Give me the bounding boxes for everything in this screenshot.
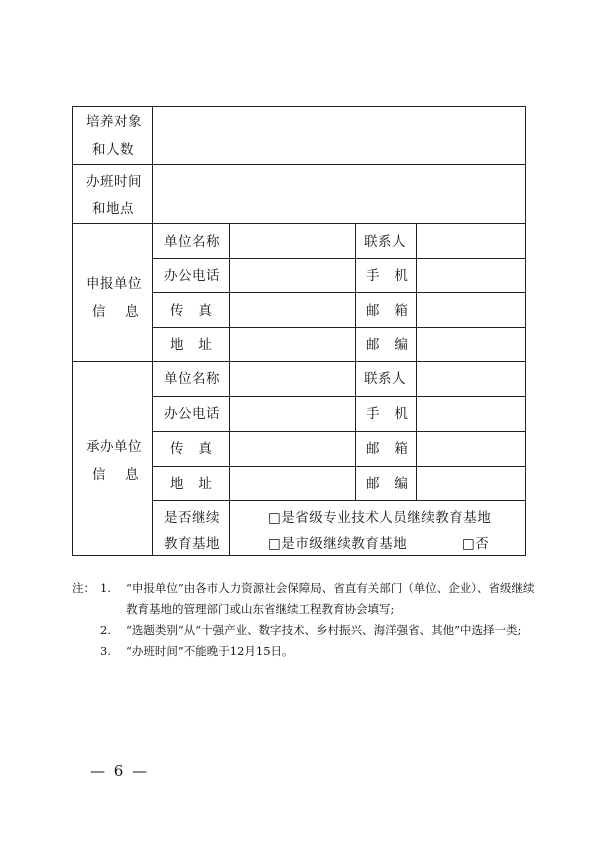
application-form-table [72, 106, 526, 556]
note-item [100, 620, 542, 641]
applicant-info-label-line1: 申报单位 [86, 276, 142, 292]
notes-prefix: 注： [72, 581, 95, 595]
note-number: 1. [100, 581, 111, 595]
organizer-office-phone-label: 办公电话 [164, 406, 220, 422]
note-text: “申报单位”由各市人力资源社会保障局、省直有关部门（单位、企业）、省级继续教育基地的管理部门或山东省继续工程教育协会填写; [126, 581, 535, 616]
option-city-base-checkbox[interactable]: □是市级继续教育基地 [268, 536, 408, 552]
class-time-label-line2: 和地点 [92, 201, 134, 217]
organizer-info-label-line2: 信 息 [92, 467, 140, 483]
applicant-unit-name-label: 单位名称 [164, 234, 220, 250]
class-time-value[interactable] [153, 165, 525, 223]
training-target-label-line1: 培养对象 [86, 114, 142, 130]
applicant-info-label-line2: 信 息 [92, 304, 140, 320]
organizer-postcode-label: 邮 编 [366, 476, 409, 492]
applicant-address-label: 地 址 [170, 337, 213, 353]
organizer-info-label-line1: 承办单位 [86, 439, 142, 455]
organizer-contact-label: 联系人 [364, 371, 406, 387]
training-target-value[interactable] [153, 107, 525, 164]
organizer-email-label: 邮 箱 [366, 441, 409, 457]
applicant-email-label: 邮 箱 [366, 303, 409, 319]
edu-base-label-line1: 是否继续 [164, 510, 220, 526]
organizer-address-label: 地 址 [170, 476, 213, 492]
organizer-mobile-label: 手 机 [366, 406, 409, 422]
notes-list [100, 578, 542, 662]
note-text: “办班时间”不能晚于12月15日。 [126, 644, 294, 658]
edu-base-label-line2: 教育基地 [164, 536, 220, 552]
organizer-unit-name-label: 单位名称 [164, 371, 220, 387]
class-time-label-line1: 办班时间 [86, 174, 142, 190]
training-target-label-line2: 和人数 [92, 142, 134, 158]
applicant-fax-label: 传 真 [170, 303, 213, 319]
option-no-checkbox[interactable]: □否 [462, 536, 490, 552]
applicant-postcode-label: 邮 编 [366, 337, 409, 353]
note-item [100, 578, 542, 620]
applicant-office-phone-label: 办公电话 [164, 268, 220, 284]
organizer-fax-label: 传 真 [170, 441, 213, 457]
applicant-mobile-label: 手 机 [366, 268, 409, 284]
note-text: “选题类别”从“十强产业、数字技术、乡村振兴、海洋强省、其他”中选择一类; [126, 623, 522, 637]
note-number: 3. [100, 644, 111, 658]
applicant-contact-label: 联系人 [364, 234, 406, 250]
note-item [100, 641, 542, 662]
option-provincial-base-checkbox[interactable]: □是省级专业技术人员继续教育基地 [268, 510, 492, 526]
page-number: — 6 — [90, 762, 150, 780]
note-number: 2. [100, 623, 111, 637]
